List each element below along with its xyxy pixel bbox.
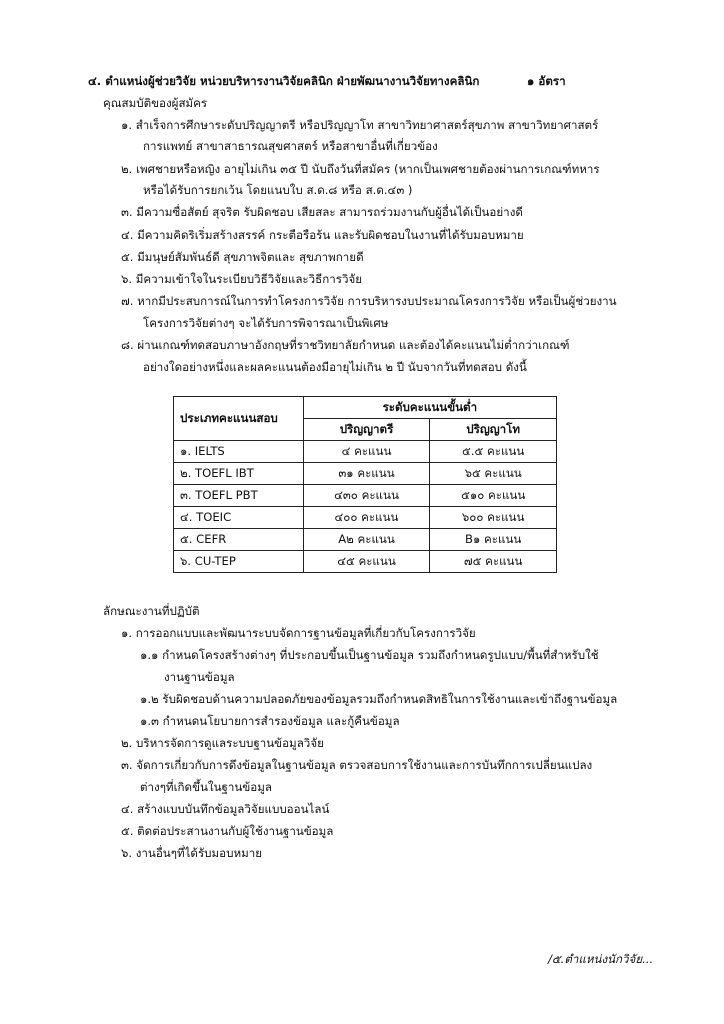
test-name-cell: ๕. CEFR bbox=[174, 529, 304, 551]
qualification-line: ๕. มีมนุษย์สัมพันธ์ดี สุขภาพจิตและ สุขภาพกายดี bbox=[121, 250, 364, 264]
master-score-cell: B๑ คะแนน bbox=[430, 529, 557, 551]
header-bachelor: ปริญญาตรี bbox=[303, 419, 430, 441]
master-score-cell: ๖๐๐ คะแนน bbox=[430, 507, 557, 529]
table-row bbox=[174, 463, 557, 485]
table-row bbox=[174, 507, 557, 529]
duty-line: ๔. สร้างแบบบันทึกข้อมูลวิจัยแบบออนไลน์ bbox=[121, 802, 330, 816]
qualification-line: การแพทย์ สาขาสาธารณสุขศาสตร์ หรือสาขาอื่นที่เกี่ยวข้อง bbox=[143, 139, 438, 153]
test-name-cell: ๒. TOEFL IBT bbox=[174, 463, 304, 485]
bachelor-score-cell: ๓๑ คะแนน bbox=[303, 463, 430, 485]
master-score-cell: ๕๑๐ คะแนน bbox=[430, 485, 557, 507]
bachelor-score-cell: ๔๐๐ คะแนน bbox=[303, 507, 430, 529]
qualifications-title: คุณสมบัติของผู้สมัคร bbox=[103, 96, 208, 110]
qualification-line: ๘. ผ่านเกณฑ์ทดสอบภาษาอังกฤษที่ราชวิทยาลัยกำหนด และต้องได้คะแนนไม่ต่ำกว่าเกณฑ์ bbox=[121, 338, 570, 352]
table-header-row bbox=[174, 397, 557, 419]
qualification-line: ๔. มีความคิดริเริ่มสร้างสรรค์ กระตือรือร้น และรับผิดชอบในงานที่ได้รับมอบหมาย bbox=[121, 228, 524, 242]
duties-title: ลักษณะงานที่ปฏิบัติ bbox=[103, 604, 200, 618]
bachelor-score-cell: ๔ คะแนน bbox=[303, 441, 430, 463]
position-heading: ๔. ตำแหน่งผู้ช่วยวิจัย หน่วยบริหารงานวิจัยคลินิก ฝ่ายพัฒนางานวิจัยทางคลินิก bbox=[88, 74, 480, 88]
duty-line: ๕. ติดต่อประสานงานกับผู้ใช้งานฐานข้อมูล bbox=[121, 824, 334, 838]
qualification-line: ๗. หากมีประสบการณ์ในการทำโครงการวิจัย การบริหารงบประมาณโครงการวิจัย หรือเป็นผู้ช่วยงาน bbox=[121, 294, 617, 308]
duty-line: ๑.๑ กำหนดโครงสร้างต่างๆ ที่ประกอบขึ้นเป็นฐานข้อมูล รวมถึงกำหนดรูปแบบ/พื้นที่สำหรับใช้ bbox=[140, 648, 599, 662]
table-row bbox=[174, 551, 557, 573]
qualification-line: หรือได้รับการยกเว้น โดยแนบใบ ส.ด.๘ หรือ ส.ด.๔๓ ) bbox=[143, 183, 413, 197]
duty-line: ต่างๆที่เกิดขึ้นในฐานข้อมูล bbox=[140, 780, 272, 794]
qualification-line: โครงการวิจัยต่างๆ จะได้รับการพิจารณาเป็นพิเศษ bbox=[143, 316, 389, 330]
duty-line: ๒. บริหารจัดการดูแลระบบฐานข้อมูลวิจัย bbox=[121, 736, 324, 750]
bachelor-score-cell: A๒ คะแนน bbox=[303, 529, 430, 551]
position-count: ๑ อัตรา bbox=[527, 74, 566, 88]
table-row bbox=[174, 441, 557, 463]
english-score-table bbox=[173, 396, 557, 573]
bachelor-score-cell: ๔๓๐ คะแนน bbox=[303, 485, 430, 507]
continuation-note: /๕.ตำแหน่งนักวิจัย... bbox=[548, 952, 654, 966]
test-name-cell: ๔. TOEIC bbox=[174, 507, 304, 529]
header-test-type: ประเภทคะแนนสอบ bbox=[174, 397, 304, 441]
duty-line: ๓. จัดการเกี่ยวกับการดึงข้อมูลในฐานข้อมูล ตรวจสอบการใช้งานและการบันทึกการเปลี่ยนแปลง bbox=[121, 758, 593, 772]
duty-line: ๑. การออกแบบและพัฒนาระบบจัดการฐานข้อมูลที่เกี่ยวกับโครงการวิจัย bbox=[121, 626, 476, 640]
master-score-cell: ๕.๕ คะแนน bbox=[430, 441, 557, 463]
test-name-cell: ๖. CU-TEP bbox=[174, 551, 304, 573]
qualification-line: ๖. มีความเข้าใจในระเบียบวิธีวิจัยและวิธีการวิจัย bbox=[121, 272, 363, 286]
qualification-line: ๓. มีความซื่อสัตย์ สุจริต รับผิดชอบ เสียสละ สามารถร่วมงานกับผู้อื่นได้เป็นอย่างดี bbox=[121, 205, 523, 219]
duty-line: ๖. งานอื่นๆที่ได้รับมอบหมาย bbox=[121, 846, 263, 860]
duty-line: ๑.๒ รับผิดชอบด้านความปลอดภัยของข้อมูลรวมถึงกำหนดสิทธิในการใช้งานและเข้าถึงฐานข้อมูล bbox=[140, 692, 618, 706]
table-row bbox=[174, 485, 557, 507]
test-name-cell: ๑. IELTS bbox=[174, 441, 304, 463]
qualification-line: ๑. สำเร็จการศึกษาระดับปริญญาตรี หรือปริญญาโท สาขาวิทยาศาสตร์สุขภาพ สาขาวิทยาศาสตร์ bbox=[121, 118, 599, 132]
master-score-cell: ๗๕ คะแนน bbox=[430, 551, 557, 573]
test-name-cell: ๓. TOEFL PBT bbox=[174, 485, 304, 507]
table-row bbox=[174, 529, 557, 551]
header-master: ปริญญาโท bbox=[430, 419, 557, 441]
duty-line: ๑.๓ กำหนดนโยบายการสำรองข้อมูล และกู้คืนข้อมูล bbox=[140, 714, 400, 728]
master-score-cell: ๖๕ คะแนน bbox=[430, 463, 557, 485]
header-min-level: ระดับคะแนนขั้นต่ำ bbox=[303, 397, 556, 419]
duty-line: งานฐานข้อมูล bbox=[164, 670, 235, 684]
qualification-line: ๒. เพศชายหรือหญิง อายุไม่เกิน ๓๕ ปี นับถึงวันที่สมัคร (หากเป็นเพศชายต้องผ่านการเกณฑ์ทหาร bbox=[121, 162, 600, 176]
qualification-line: อย่างใดอย่างหนึ่งและผลคะแนนต้องมีอายุไม่เกิน ๒ ปี นับจากวันที่ทดสอบ ดังนี้ bbox=[143, 360, 527, 374]
bachelor-score-cell: ๔๕ คะแนน bbox=[303, 551, 430, 573]
